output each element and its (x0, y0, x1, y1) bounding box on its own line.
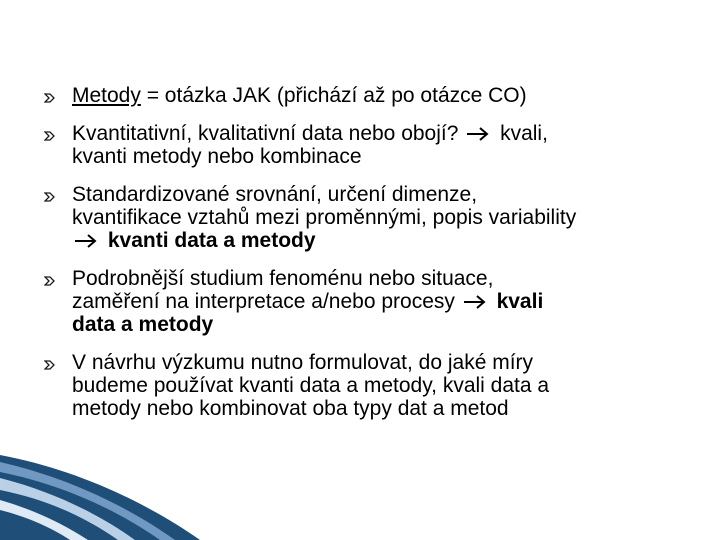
text-segment: metody nebo kombinovat oba typy dat a metod (72, 397, 509, 420)
text-segment: kvali, (494, 122, 548, 145)
text-segment: V návrhu výzkumu nutno formulovat, do jaké míry (72, 351, 534, 374)
text-segment: budeme používat kvanti data a metody, kvali data a (72, 374, 550, 397)
text-segment: kvanti metody nebo kombinace (72, 145, 362, 168)
bold-text: data a metody (72, 313, 214, 336)
text-segment: = otázka JAK (přichází až po otázce CO) (140, 84, 527, 107)
bold-text: kvali (490, 290, 544, 313)
text-segment: kvantifikace vztahů mezi proměnnými, popis variability (72, 206, 577, 229)
text-segment: Standardizované srovnání, určení dimenze, (72, 183, 478, 206)
text-segment: Kvantitativní, kvalitativní data nebo obojí? (72, 122, 465, 145)
text-segment: Podrobnější studium fenoménu nebo situace, (72, 267, 494, 290)
bold-text: kvanti data a metody (102, 229, 316, 252)
text-segment: zaměření na interpretace a/nebo procesy (72, 290, 461, 313)
underlined-text: Metody (72, 84, 141, 107)
